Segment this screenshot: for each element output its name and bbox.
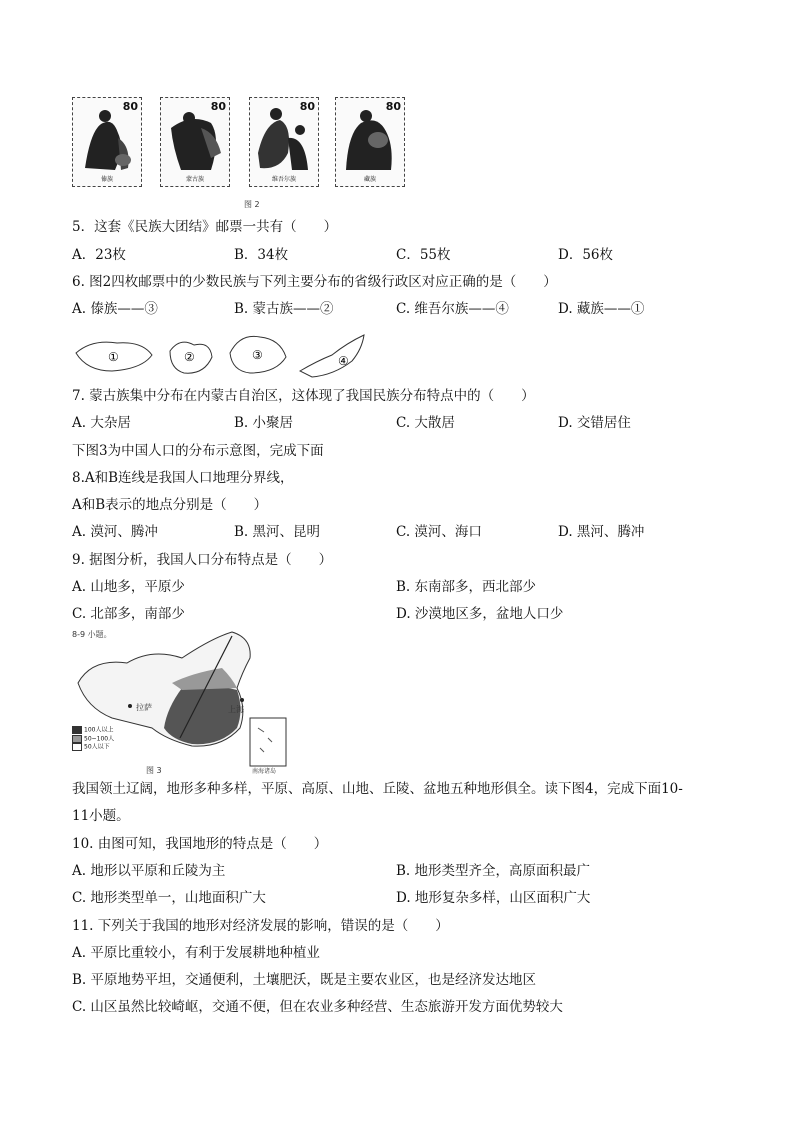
q9-option-a[interactable]: A. 山地多，平原少 [72, 579, 185, 595]
china-map-icon [72, 628, 292, 778]
legend-label: 50人以下 [84, 743, 110, 751]
q7-option-c[interactable]: C. 大散居 [396, 415, 455, 431]
q11-option-b[interactable]: B. 平原地势平坦，交通便利，土壤肥沃，既是主要农业区，也是经济发达地区 [72, 972, 537, 988]
figure-3-note: 8-9 小题。 [72, 630, 112, 639]
province-label-3: ③ [252, 348, 263, 362]
question-7-stem: 7. 蒙古族集中分布在内蒙古自治区，这体现了我国民族分布特点中的（ ） [72, 388, 535, 404]
question-6-stem: 6. 图2四枚邮票中的少数民族与下列主要分布的省级行政区对应正确的是（ ） [72, 274, 557, 290]
stamp-value: 80 [122, 100, 138, 113]
q5-option-c[interactable]: C．55枚 [396, 247, 451, 263]
population-distribution-map [72, 628, 292, 778]
stamp-tibetan [335, 97, 405, 187]
q9-option-d[interactable]: D. 沙漠地区多，盆地人口少 [396, 606, 564, 622]
map-label-shanghai: 上海 [228, 705, 244, 714]
question-8-stem-line2: A和B表示的地点分别是（ ） [72, 497, 268, 513]
question-11-stem: 11. 下列关于我国的地形对经济发展的影响，错误的是（ ） [72, 918, 449, 934]
q8-option-b[interactable]: B. 黑河、昆明 [234, 524, 321, 540]
q8-option-d[interactable]: D. 黑河、腾冲 [558, 524, 645, 540]
figure-3-caption: 图 3 [146, 766, 162, 775]
q8-option-c[interactable]: C. 漠河、海口 [396, 524, 482, 540]
q6-option-a[interactable]: A. 傣族——③ [72, 301, 158, 317]
q11-option-c[interactable]: C. 山区虽然比较崎岖，交通不便，但在农业多种经营、生态旅游开发方面优势较大 [72, 999, 563, 1015]
province-label-2: ② [184, 350, 195, 364]
q10-option-c[interactable]: C. 地形类型单一，山地面积广大 [72, 890, 266, 906]
figure-4-intro-line2: 11小题。 [72, 808, 130, 824]
legend-item [72, 735, 114, 744]
legend-swatch-light [72, 743, 82, 751]
q10-option-d[interactable]: D. 地形复杂多样，山区面积广大 [396, 890, 591, 906]
q6-option-d[interactable]: D. 藏族——① [558, 301, 645, 317]
question-10-stem: 10. 由图可知，我国地形的特点是（ ） [72, 836, 328, 852]
question-5-stem: 5．这套《民族大团结》邮票一共有（ ） [72, 219, 338, 235]
question-9-stem: 9. 据图分析，我国人口分布特点是（ ） [72, 552, 333, 568]
map-label-lhasa: 拉萨 [136, 703, 152, 712]
q9-option-c[interactable]: C. 北部多，南部少 [72, 606, 185, 622]
q9-option-b[interactable]: B. 东南部多，西北部少 [396, 579, 537, 595]
q5-option-b[interactable]: B．34枚 [234, 247, 289, 263]
q6-option-c[interactable]: C. 维吾尔族——④ [396, 301, 509, 317]
q7-option-b[interactable]: B. 小聚居 [234, 415, 294, 431]
q11-option-a[interactable]: A. 平原比重较小，有利于发展耕地种植业 [72, 945, 320, 961]
q5-option-d[interactable]: D．56枚 [558, 247, 614, 263]
province-label-4: ④ [338, 354, 349, 368]
q8-option-a[interactable]: A. 漠河、腾冲 [72, 524, 158, 540]
stamp-value: 80 [299, 100, 315, 113]
stamp-value: 80 [210, 100, 226, 113]
legend-swatch-mid [72, 735, 82, 743]
stamp-uyghur [249, 97, 319, 187]
map-legend [72, 726, 114, 752]
stamp-name: 蒙古族 [185, 176, 204, 183]
legend-swatch-dark [72, 726, 82, 734]
q6-option-b[interactable]: B. 蒙古族——② [234, 301, 334, 317]
legend-label: 50~100人 [84, 735, 115, 742]
q10-option-a[interactable]: A. 地形以平原和丘陵为主 [72, 863, 226, 879]
q7-option-a[interactable]: A. 大杂居 [72, 415, 131, 431]
stamp-value: 80 [385, 100, 401, 113]
stamp-mongol [160, 97, 230, 187]
question-8-stem-line1: 8.A和B连线是我国人口地理分界线， [72, 470, 294, 486]
stamp-dai [72, 97, 142, 187]
province-outline-icons [72, 331, 372, 381]
province-label-1: ① [108, 350, 119, 364]
stamp-name: 维吾尔族 [271, 176, 296, 183]
figure-2-stamps [72, 97, 417, 193]
q5-option-a[interactable]: A．23枚 [72, 247, 126, 263]
stamp-name: 藏族 [363, 176, 376, 183]
legend-label: 100人以上 [84, 726, 114, 734]
legend-item [72, 726, 114, 735]
q7-option-d[interactable]: D. 交错居住 [558, 415, 631, 431]
map-inset-label: 南海诸岛 [252, 768, 277, 775]
legend-item [72, 743, 114, 752]
province-outlines [72, 331, 372, 381]
stamp-name: 傣族 [100, 176, 113, 183]
figure-2-caption: 图 2 [244, 200, 260, 209]
q10-option-b[interactable]: B. 地形类型齐全，高原面积最广 [396, 863, 591, 879]
figure-4-intro-line1: 我国领土辽阔，地形多种多样，平原、高原、山地、丘陵、盆地五种地形俱全。读下图4，完成下面10- [72, 781, 683, 797]
figure-3-intro: 下图3为中国人口的分布示意图，完成下面 [72, 443, 324, 459]
